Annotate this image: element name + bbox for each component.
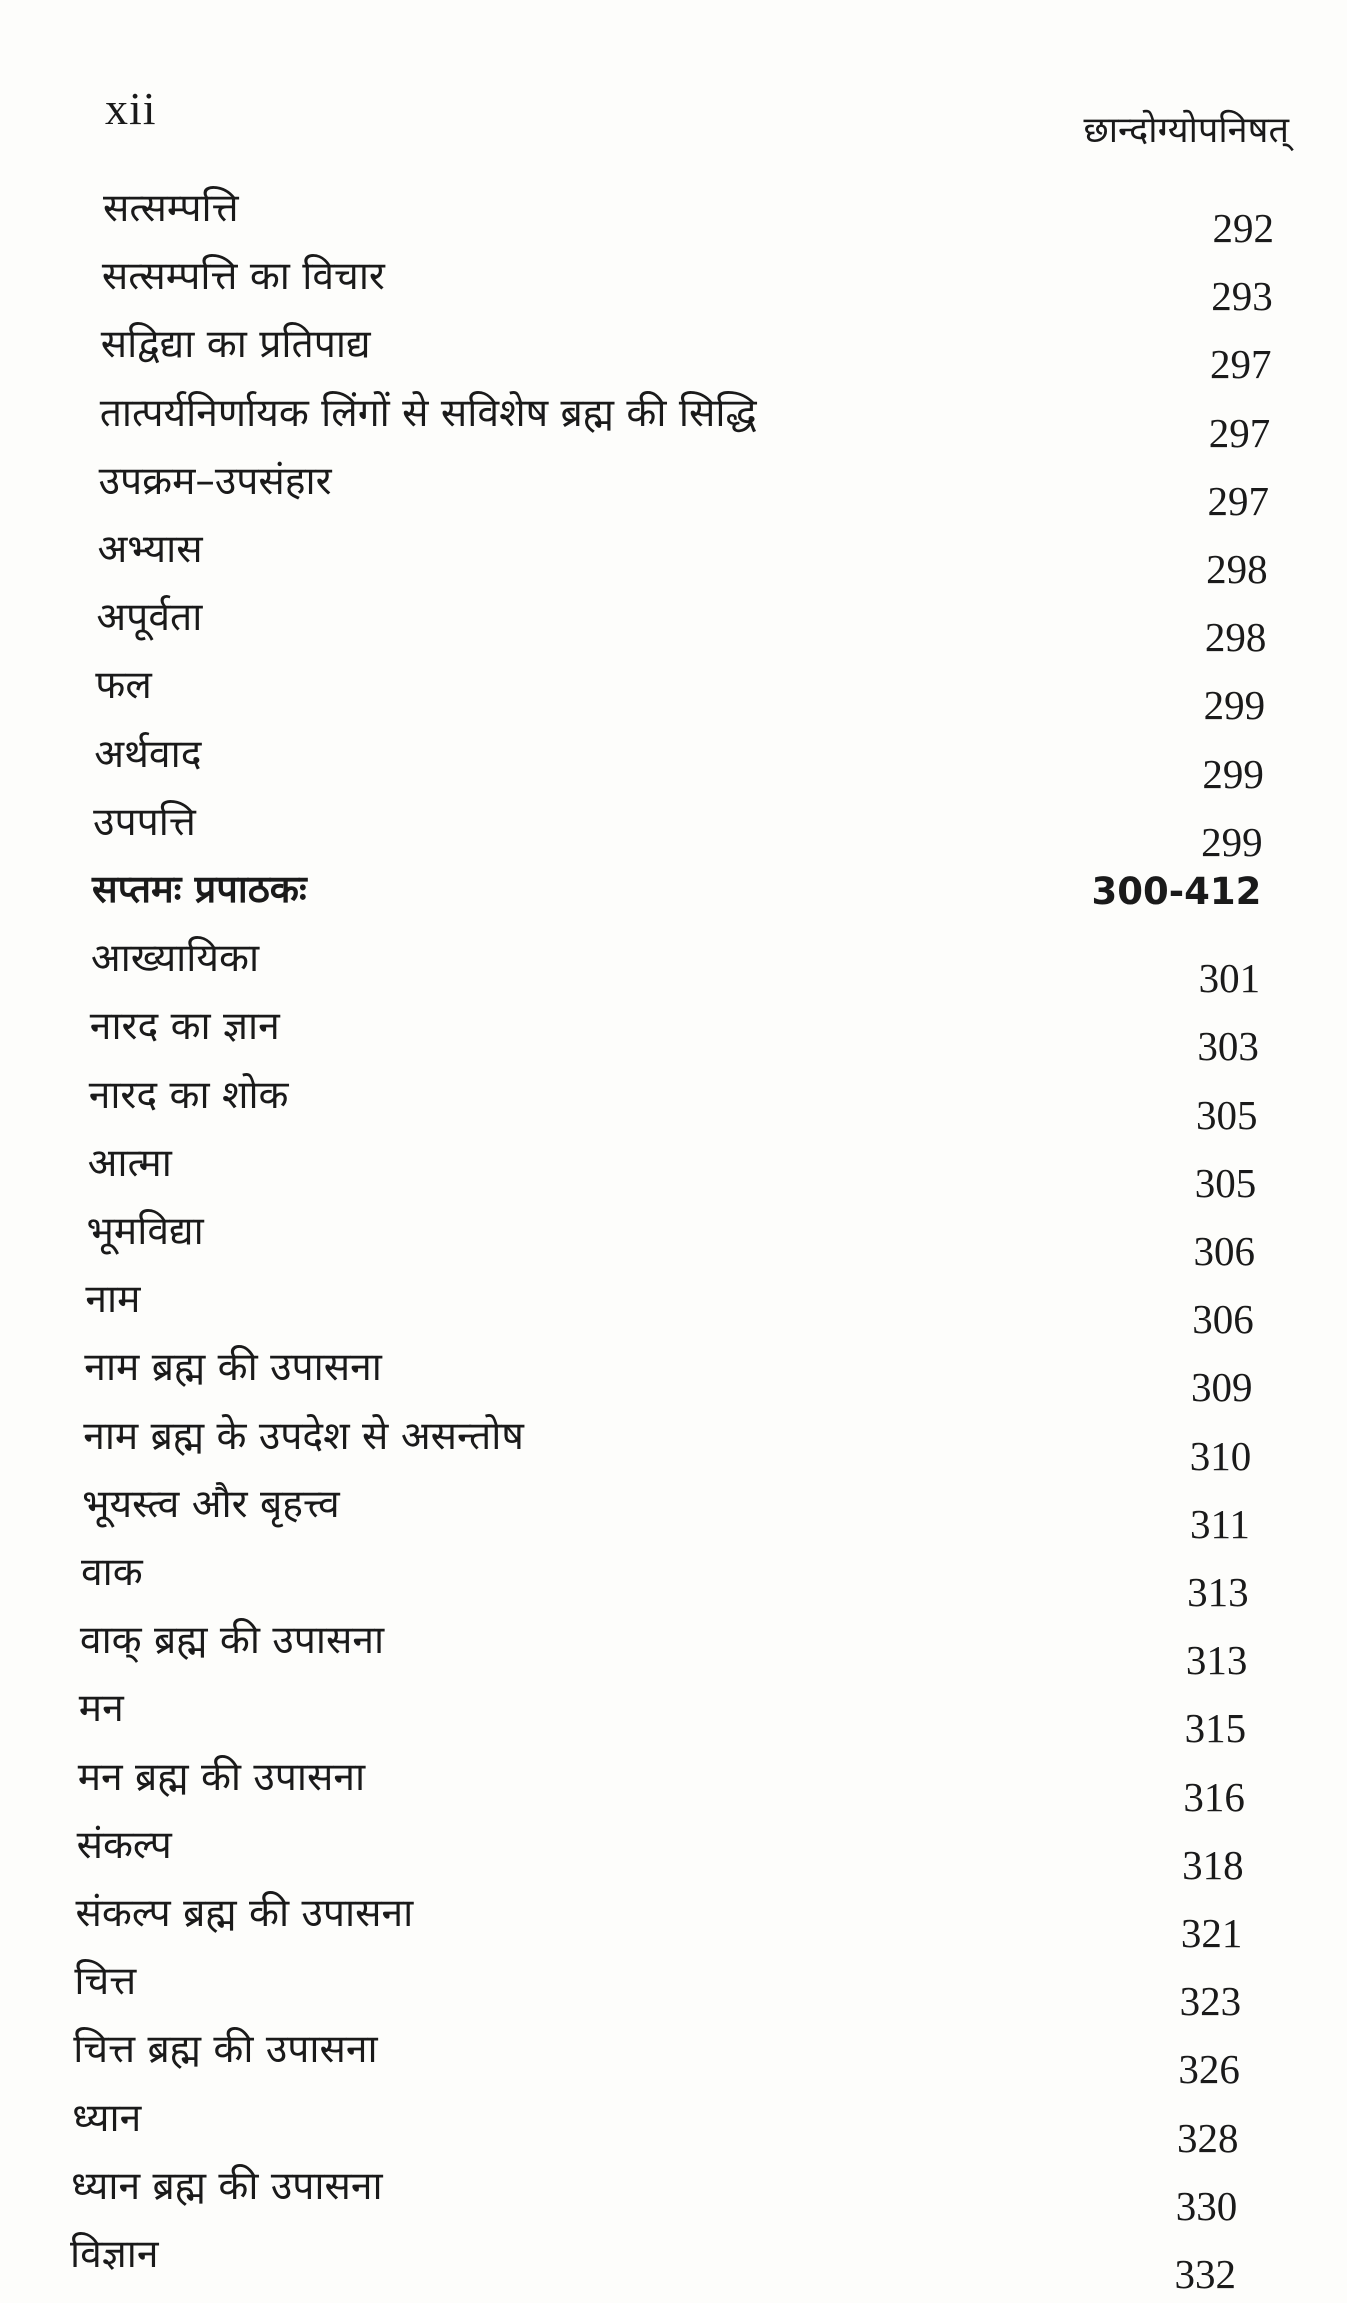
toc-entry-page-number: 306: [1193, 1228, 1255, 1274]
toc-entry: [0, 2021, 1347, 2093]
toc-entry-title: नाम ब्रह्म की उपासना: [84, 1345, 382, 1391]
toc-entry-title: मन ब्रह्म की उपासना: [77, 1754, 366, 1800]
toc-entry-page-number: 299: [1203, 682, 1266, 729]
toc-entry-title: फल: [95, 663, 152, 709]
toc-entry: [0, 521, 1347, 592]
toc-entry-page-number: 305: [1196, 1091, 1258, 1138]
toc-entry-page-number: 321: [1180, 1910, 1243, 1956]
toc-entry-page-number: 297: [1209, 341, 1272, 388]
toc-entry-title: नाम: [85, 1277, 141, 1323]
toc-entry-title: भूयस्त्व और बृहत्त्व: [82, 1481, 340, 1527]
toc-entry-page-number: 315: [1184, 1705, 1247, 1752]
toc-entry: [0, 316, 1347, 388]
toc-entry-title: संकल्प ब्रह्म की उपासना: [75, 1891, 414, 1936]
toc-entry-title: विज्ञान: [70, 2232, 159, 2277]
toc-entry-page-number: 299: [1202, 750, 1264, 797]
toc-entry: [0, 1339, 1347, 1411]
toc-entry-title: उपपत्ति: [93, 799, 196, 845]
toc-entry: [0, 1067, 1347, 1138]
toc-entry: [0, 248, 1347, 320]
toc-entry-page-number: 298: [1206, 546, 1268, 592]
toc-entry: [0, 1135, 1347, 1206]
toc-entry-page-number: 313: [1187, 1569, 1249, 1615]
toc-entry-page-number: 297: [1208, 409, 1271, 456]
toc-section-heading: [0, 862, 1347, 922]
toc-entry: [0, 998, 1347, 1070]
toc-entry: [0, 2090, 1347, 2161]
toc-entry: [0, 1749, 1347, 1820]
toc-entry-title: संकल्प: [76, 1822, 172, 1868]
toc-entry-title: चित्त ब्रह्म की उपासना: [73, 2027, 378, 2073]
toc-entry-title: चित्त: [74, 1959, 137, 2005]
toc-entry: [0, 1476, 1347, 1547]
toc-entry-page-number: 313: [1185, 1637, 1248, 1684]
toc-entry-title: वाक: [81, 1550, 143, 1595]
toc-entry-page-number: 311: [1189, 1500, 1250, 1547]
toc-entry-page-number: 292: [1212, 205, 1274, 251]
toc-entry-page-number: 298: [1204, 614, 1267, 661]
toc-entry: [0, 1271, 1347, 1343]
toc-entry-title: नारद का ज्ञान: [89, 1004, 280, 1050]
toc-entry-title: आत्मा: [87, 1140, 172, 1186]
toc-entry: [0, 180, 1347, 251]
toc-entry-page-number: 299: [1201, 818, 1263, 865]
toc-entry-page-number: 330: [1175, 2182, 1238, 2229]
toc-entry-title: सद्विद्या का प्रतिपाद्य: [100, 322, 371, 368]
toc-entry-title: अभ्यास: [97, 527, 203, 572]
toc-entry-title: नारद का शोक: [88, 1072, 289, 1118]
toc-entry-page-number: 326: [1178, 2046, 1240, 2093]
toc-entry-page-number: 303: [1197, 1023, 1259, 1070]
toc-entry: [0, 2226, 1347, 2297]
toc-entry-title: मन: [78, 1686, 124, 1732]
toc-entry-page-number: 301: [1198, 955, 1261, 1002]
toc-entry-page-number: 306: [1192, 1296, 1254, 1343]
toc-entry: [0, 1817, 1347, 1888]
toc-entry-page-number: 297: [1207, 477, 1269, 524]
toc-entry: [0, 794, 1347, 865]
toc-entry: [0, 930, 1347, 1002]
toc-entry: [0, 2158, 1347, 2229]
toc-entry: [0, 385, 1347, 456]
toc-entry-page-number: 305: [1194, 1159, 1257, 1206]
toc-entry-title: आख्यायिका: [90, 936, 260, 982]
toc-entry-title: सप्तमः प्रपाठकः: [92, 867, 307, 911]
toc-entry: [0, 726, 1347, 797]
toc-entry-page-number: 318: [1182, 1841, 1244, 1888]
toc-entry: [0, 657, 1347, 729]
toc-entry-title: तात्पर्यनिर्णायक लिंगों से सविशेष ब्रह्म की सिद्धि: [99, 390, 757, 436]
toc-entry-page-number: 309: [1190, 1364, 1253, 1411]
toc-entry: [0, 1612, 1347, 1684]
toc-entry: [0, 589, 1347, 661]
toc-entry-page-number: 293: [1211, 273, 1273, 320]
toc-entry-title: अर्थवाद: [94, 731, 202, 777]
toc-entry-page-number: 310: [1189, 1432, 1252, 1479]
toc-entry: [0, 1953, 1347, 2025]
toc-entry-page-number: 328: [1177, 2114, 1239, 2161]
toc-entry-title: सत्सम्पत्ति: [103, 186, 239, 231]
page-label: xii: [105, 83, 157, 134]
toc-entry-page-number: 300-412: [1091, 870, 1262, 913]
toc-entry-title: उपक्रम–उपसंहार: [98, 458, 332, 504]
toc-entry: [0, 1408, 1347, 1479]
toc-entry-title: अपूर्वता: [96, 595, 203, 641]
toc-entry-title: ध्यान ब्रह्म की उपासना: [71, 2163, 383, 2209]
toc-entry-page-number: 323: [1179, 1978, 1242, 2025]
toc-entry: [0, 1544, 1347, 1615]
toc-entry-title: वाक् ब्रह्म की उपासना: [79, 1618, 385, 1664]
toc-entry-page-number: 316: [1183, 1773, 1245, 1820]
toc-entry-page-number: 332: [1174, 2251, 1236, 2297]
toc-entry-title: नाम ब्रह्म के उपदेश से असन्तोष: [83, 1413, 524, 1459]
toc-entry-title: ध्यान: [72, 2095, 142, 2141]
toc-entry: [0, 1885, 1347, 1956]
toc-entry-title: भूमविद्या: [86, 1209, 204, 1254]
toc-entry: [0, 1203, 1347, 1274]
book-title: छान्दोग्योपनिषत्: [1083, 110, 1289, 151]
toc-entry: [0, 453, 1347, 524]
toc-entry: [0, 1680, 1347, 1752]
toc-entry-title: सत्सम्पत्ति का विचार: [101, 254, 385, 300]
